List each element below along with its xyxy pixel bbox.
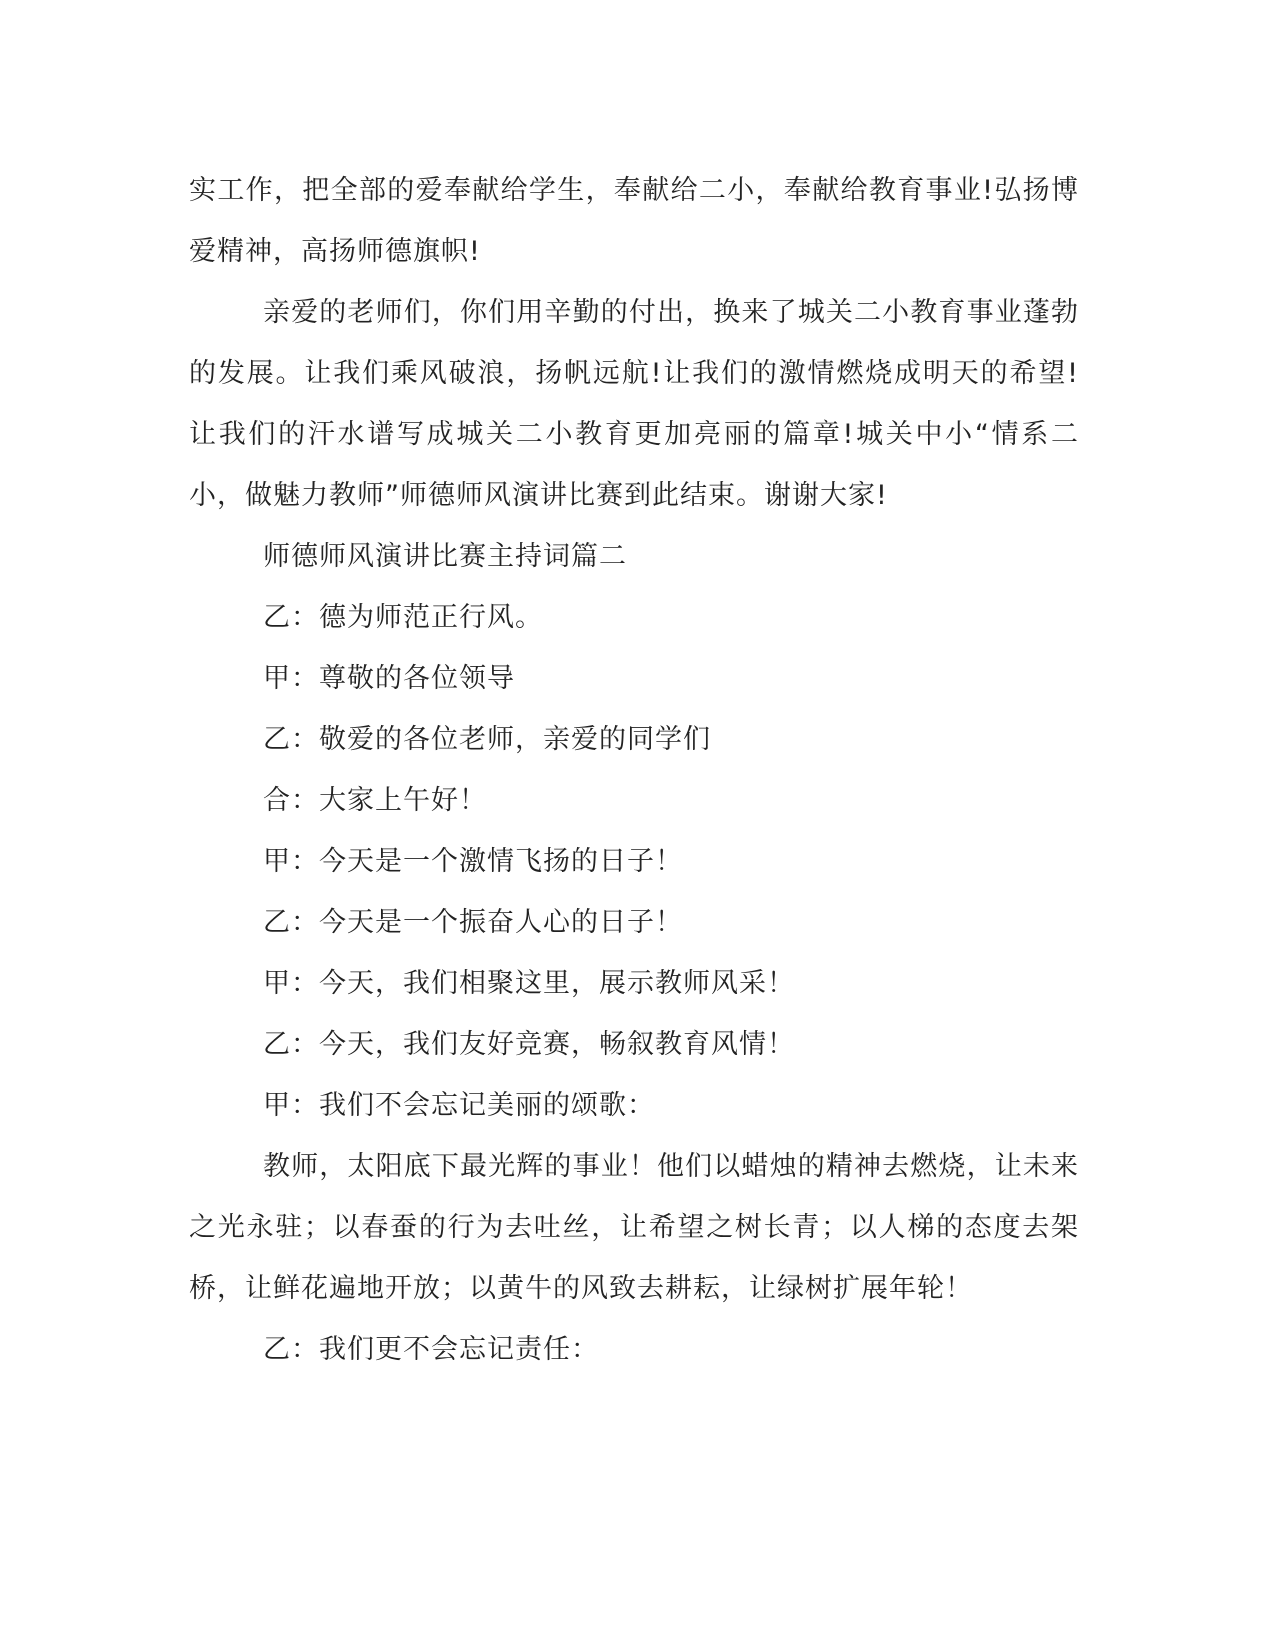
dialogue-line: 甲：尊敬的各位领导 <box>263 663 515 694</box>
dialogue-line: 合：大家上午好！ <box>263 785 487 816</box>
dialogue-line: 乙：今天是一个振奋人心的日子！ <box>263 907 683 938</box>
paragraph-ode-to-teachers: 教师，太阳底下最光辉的事业！他们以蜡烛的精神去燃烧，让未来之光永驻；以春蚕的行为去吐丝，让希望之树长青；以人梯的态度去架桥，让鲜花遍地开放；以黄牛的风致去耕耘，让绿树扩展年轮！ <box>189 1151 1079 1304</box>
dialogue-line: 乙：德为师范正行风。 <box>263 602 543 633</box>
document-body <box>189 160 1079 1380</box>
dialogue-line: 甲：今天是一个激情飞扬的日子！ <box>263 846 683 877</box>
paragraph-closing-remarks: 亲爱的老师们，你们用辛勤的付出，换来了城关二小教育事业蓬勃的发展。让我们乘风破浪，扬帆远航!让我们的激情燃烧成明天的希望!让我们的汗水谱写成城关二小教育更加亮丽的篇章!城关中小“情系二小，做魅力教师”师德师风演讲比赛到此结束。谢谢大家! <box>189 297 1079 511</box>
dialogue-line: 甲：我们不会忘记美丽的颂歌： <box>263 1090 655 1121</box>
section-heading: 师德师风演讲比赛主持词篇二 <box>263 541 627 572</box>
dialogue-line: 乙：我们更不会忘记责任： <box>263 1334 599 1365</box>
dialogue-line: 乙：敬爱的各位老师，亲爱的同学们 <box>263 724 711 755</box>
dialogue-line: 甲：今天，我们相聚这里，展示教师风采！ <box>263 968 795 999</box>
paragraph-continuation: 实工作，把全部的爱奉献给学生，奉献给二小，奉献给教育事业!弘扬博爱精神，高扬师德旗帜! <box>189 175 1079 267</box>
dialogue-line: 乙：今天，我们友好竞赛，畅叙教育风情！ <box>263 1029 795 1060</box>
